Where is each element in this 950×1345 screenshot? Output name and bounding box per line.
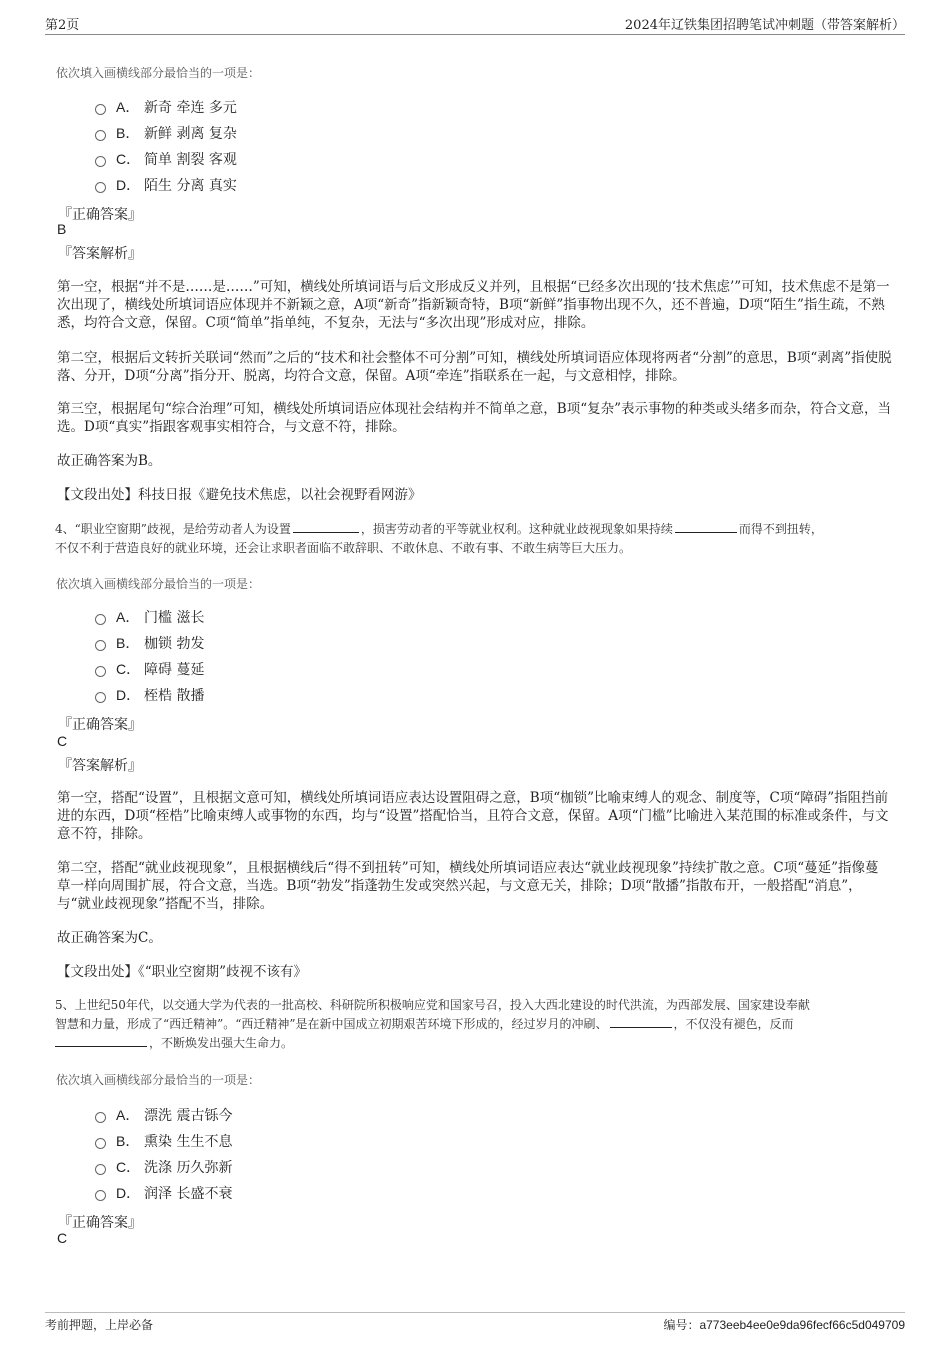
q3-option-d[interactable]: D． 陌生 分离 真实 xyxy=(95,172,237,198)
blank-line xyxy=(675,520,737,533)
q5-prompt: 依次填入画横线部分最恰当的一项是： xyxy=(56,1073,261,1087)
q4-analysis-p2: 第二空，搭配“就业歧视现象”，且根据横线后“得不到扭转”可知，横线处所填词语应表达“就业歧视现象”持续扩散之意。C项“蔓延”指像蔓草一样向周围扩展，符合文意，当选。B项“勃发”指蓬勃生发或突然兴起，与文意无关，排除；D项“散播”指散布开，一般搭配“消息”，与“就业歧视现象”搭配不当，排除。 xyxy=(57,860,879,912)
radio-icon[interactable] xyxy=(95,1190,106,1201)
document-title: 2024年辽铁集团招聘笔试冲刺题（带答案解析） xyxy=(624,18,905,33)
radio-icon[interactable] xyxy=(95,640,106,651)
page-footer xyxy=(45,1312,905,1335)
q3-analysis-p3: 第三空，根据尾句“综合治理”可知，横线处所填词语应体现社会结构并不简单之意，B项“复杂”表示事物的种类或头绪多而杂，符合文意，当选。D项“真实”指跟客观事实相符合，与文意不符，排除。 xyxy=(57,401,892,435)
radio-icon[interactable] xyxy=(95,182,106,193)
blank-line xyxy=(610,1015,672,1028)
q5-stem: 5、上世纪50年代，以交通大学为代表的一批高校、科研院所积极响应党和国家号召，投入大西北建设的时代洪流，为西部发展、国家建设奉献 智慧和力量，形成了“西迁精神”。“西迁精神”是在新中国成立初期艰苦环境下形成的，经过岁月的冲刷、 ，不仅没有褪色，反而 ，不断焕发出强大生命力。 xyxy=(55,998,810,1050)
q3-option-c[interactable]: C． 简单 割裂 客观 xyxy=(95,146,237,172)
page-number: 第2页 xyxy=(45,18,80,33)
q4-prompt: 依次填入画横线部分最恰当的一项是： xyxy=(56,577,261,591)
q4-answer: C xyxy=(57,733,68,749)
radio-icon[interactable] xyxy=(95,156,106,167)
q3-option-a[interactable]: A． 新奇 牵连 多元 xyxy=(95,94,237,120)
blank-line xyxy=(293,520,359,533)
q3-analysis-p2: 第二空，根据后文转折关联词“然而”之后的“技术和社会整体不可分割”可知，横线处所填词语应体现将两者“分割”的意思，B项“剥离”指使脱落、分开，D项“分离”指分开、脱离，均符合文意，保留。A项“牵连”指联系在一起，与文意相悖，排除。 xyxy=(57,350,892,384)
radio-icon[interactable] xyxy=(95,692,106,703)
q4-conclusion: 故正确答案为C。 xyxy=(57,930,162,946)
q3-source: 【文段出处】科技日报《避免技术焦虑，以社会视野看网游》 xyxy=(57,487,422,503)
q4-option-d[interactable]: D． 桎梏 散播 xyxy=(95,682,204,708)
q4-option-b[interactable]: B． 枷锁 勃发 xyxy=(95,630,204,656)
q3-option-b[interactable]: B． 新鲜 剥离 复杂 xyxy=(95,120,237,146)
radio-icon[interactable] xyxy=(95,130,106,141)
footer-slogan: 考前押题，上岸必备 xyxy=(45,1318,154,1332)
q5-option-d[interactable]: D． 润泽 长盛不衰 xyxy=(95,1180,232,1206)
q3-prompt: 依次填入画横线部分最恰当的一项是： xyxy=(56,66,261,80)
q4-option-c[interactable]: C． 障碍 蔓延 xyxy=(95,656,204,682)
radio-icon[interactable] xyxy=(95,614,106,625)
q3-analysis-p1: 第一空，根据“并不是……是……”可知，横线处所填词语与后文形成反义并列，且根据“已经多次出现的‘技术焦虑’”可知，技术焦虑不是第一次出现了，横线处所填词语应体现并不新颖之意，A项“新奇”指新颖奇特，B项“新鲜”指事物出现不久，还不普遍，D项“陌生”指生疏，不熟悉，均符合文意，保留。C项“简单”指单纯，不复杂，无法与“多次出现”形成对应，排除。 xyxy=(57,279,890,331)
blank-line xyxy=(55,1034,147,1047)
q5-option-c[interactable]: C． 洗涤 历久弥新 xyxy=(95,1154,232,1180)
q3-analysis-tag: 『答案解析』 xyxy=(58,246,142,262)
radio-icon[interactable] xyxy=(95,1112,106,1123)
q5-answer: C xyxy=(57,1230,68,1246)
radio-icon[interactable] xyxy=(95,666,106,677)
q5-answer-tag: 『正确答案』 xyxy=(58,1215,142,1231)
footer-code: 编号：a773eeb4ee0e9da96fecf66c5d049709 xyxy=(663,1318,905,1332)
q3-conclusion: 故正确答案为B。 xyxy=(57,453,162,469)
q4-analysis-p1: 第一空，搭配“设置”，且根据文意可知，横线处所填词语应表达设置阻碍之意，B项“枷锁”比喻束缚人的观念、制度等，C项“障碍”指阻挡前进的东西，D项“桎梏”比喻束缚人或事物的东西，均与“设置”搭配恰当，且符合文意，保留。A项“门槛”比喻进入某范围的标准或条件，与文意不符，排除。 xyxy=(57,790,889,842)
q5-option-b[interactable]: B． 熏染 生生不息 xyxy=(95,1128,232,1154)
q4-option-a[interactable]: A． 门槛 滋长 xyxy=(95,604,204,630)
q4-options xyxy=(95,604,204,708)
radio-icon[interactable] xyxy=(95,1164,106,1175)
page-header xyxy=(45,14,905,35)
q3-answer: B xyxy=(57,221,67,237)
q4-analysis-tag: 『答案解析』 xyxy=(58,758,142,774)
q5-option-a[interactable]: A． 漂洗 震古铄今 xyxy=(95,1102,232,1128)
q3-options xyxy=(95,94,237,198)
radio-icon[interactable] xyxy=(95,1138,106,1149)
q5-options xyxy=(95,1102,232,1206)
q3-answer-tag: 『正确答案』 xyxy=(58,207,142,223)
radio-icon[interactable] xyxy=(95,104,106,115)
q4-source: 【文段出处】《“职业空窗期”歧视不该有》 xyxy=(57,964,308,980)
q4-stem: 4、“职业空窗期”歧视，是给劳动者人为设置 ，损害劳动者的平等就业权利。这种就业歧视现象如果持续 而得不到扭转， 不仅不利于营造良好的就业环境，还会让求职者面临不敢辞职、不敢休息、不敢有事、不敢生病等巨大压力。 xyxy=(55,522,823,555)
q4-answer-tag: 『正确答案』 xyxy=(58,717,142,733)
